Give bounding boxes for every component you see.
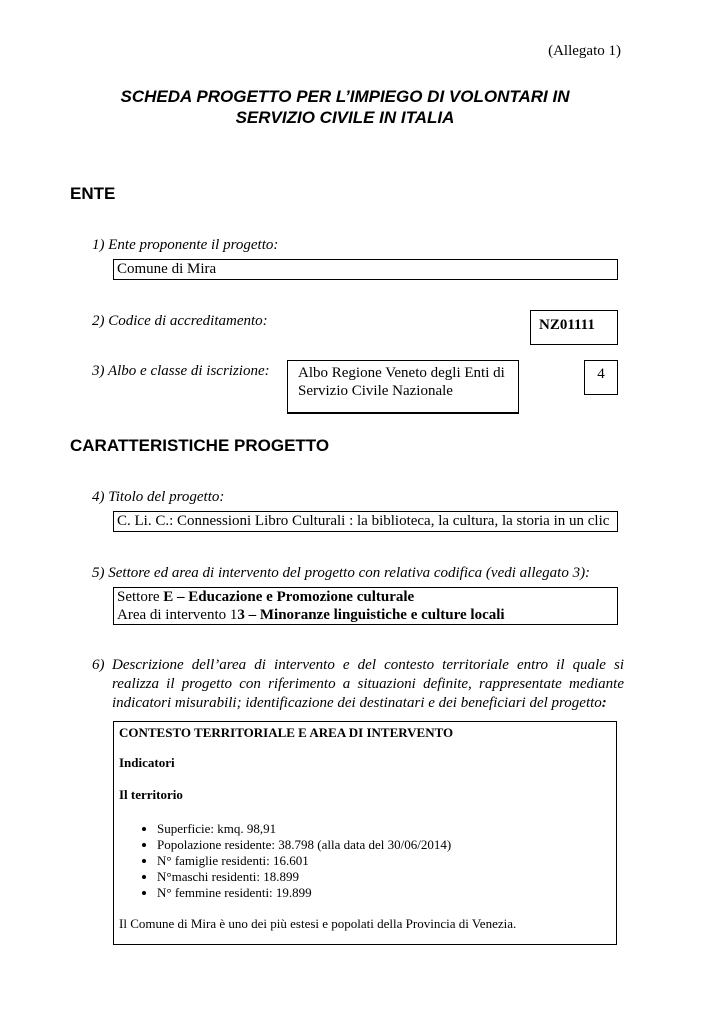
q3-label: 3) Albo e classe di iscrizione: bbox=[92, 363, 270, 379]
q3-albo-line-2: Servizio Civile Nazionale bbox=[298, 383, 453, 399]
list-item: • Superficie: kmq. 98,91 bbox=[157, 821, 611, 837]
q4-value: C. Li. C.: Connessioni Libro Culturali : la biblioteca, la cultura, la storia in un clic bbox=[117, 513, 610, 529]
list-item: • N°maschi residenti: 18.899 bbox=[157, 869, 611, 885]
title-line-2: SERVIZIO CIVILE IN ITALIA bbox=[235, 108, 455, 127]
q4-label: 4) Titolo del progetto: bbox=[92, 489, 225, 505]
q1-field[interactable] bbox=[113, 259, 618, 280]
indicatori-heading: Indicatori bbox=[119, 755, 175, 770]
q3-classe-value: 4 bbox=[597, 366, 605, 382]
q5-area-prefix: Area di intervento 1 bbox=[117, 607, 238, 623]
section-progetto-heading: CARATTERISTICHE PROGETTO bbox=[70, 436, 330, 455]
title-line-1: SCHEDA PROGETTO PER L’IMPIEGO DI VOLONTARI IN bbox=[120, 87, 570, 106]
q5-settore-value: E – Educazione e Promozione culturale bbox=[163, 589, 415, 605]
q6-label bbox=[92, 656, 624, 713]
q4-field[interactable] bbox=[113, 511, 618, 532]
q5-field[interactable] bbox=[113, 587, 618, 625]
q3-albo-field[interactable] bbox=[287, 360, 519, 414]
section-ente-heading: ENTE bbox=[70, 184, 116, 203]
allegato-label: (Allegato 1) bbox=[548, 43, 621, 59]
context-box[interactable] bbox=[113, 721, 617, 945]
q6-number: 6) bbox=[92, 657, 105, 673]
q2-label: 2) Codice di accreditamento: bbox=[92, 313, 268, 329]
q2-value: NZ01111 bbox=[539, 317, 595, 333]
list-item: • N° femmine residenti: 19.899 bbox=[157, 885, 611, 901]
context-heading: CONTESTO TERRITORIALE E AREA DI INTERVENTO bbox=[119, 725, 454, 740]
territorio-list bbox=[119, 821, 611, 901]
q5-area-value: 3 – Minoranze linguistiche e culture locali bbox=[237, 607, 505, 623]
q1-value: Comune di Mira bbox=[117, 261, 217, 277]
q2-field[interactable] bbox=[530, 310, 618, 345]
q3-classe-field[interactable] bbox=[584, 360, 618, 395]
document-title bbox=[70, 86, 620, 128]
list-item: • N° famiglie residenti: 16.601 bbox=[157, 853, 611, 869]
territorio-heading: Il territorio bbox=[119, 787, 183, 802]
q6-text: Descrizione dell’area di intervento e del contesto territoriale entro il quale si realizza il progetto con riferimento a situazioni definite, rappresentate mediante indicatori misurabili; identificazione dei destinatari e dei beneficiari del progetto bbox=[112, 657, 624, 711]
q5-label: 5) Settore ed area di intervento del progetto con relativa codifica (vedi allegato 3): bbox=[92, 565, 591, 581]
list-item: • Popolazione residente: 38.798 (alla data del 30/06/2014) bbox=[157, 837, 611, 853]
q5-area-line bbox=[117, 606, 614, 624]
q1-label: 1) Ente proponente il progetto: bbox=[92, 237, 279, 253]
q3-albo-line-1: Albo Regione Veneto degli Enti di bbox=[298, 365, 505, 381]
q6-colon: : bbox=[601, 695, 607, 711]
q5-settore-line bbox=[117, 588, 614, 606]
context-closing: Il Comune di Mira è uno dei più estesi e popolati della Provincia di Venezia. bbox=[119, 916, 517, 931]
q5-settore-prefix: Settore bbox=[117, 589, 164, 605]
